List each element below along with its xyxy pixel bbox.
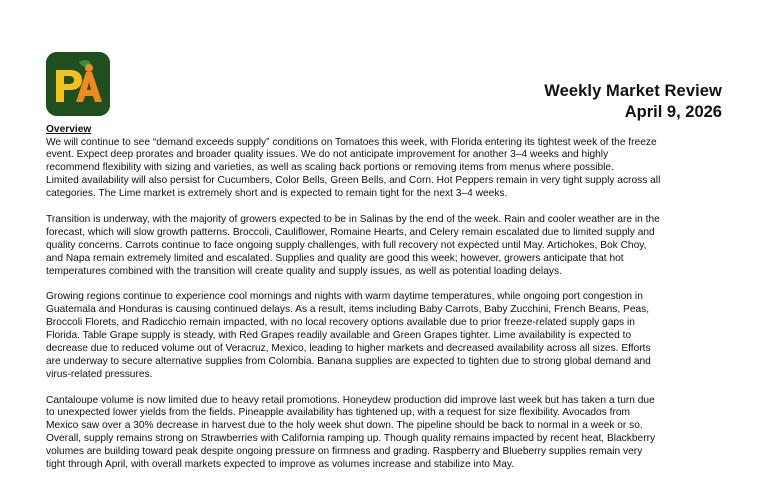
report-header: [544, 81, 722, 123]
report-body: [46, 124, 736, 472]
fruit-paragraph: [46, 395, 736, 472]
paragraph-line: are underway to secure alternative supplies from Colombia. Banana supplies are expected to tighten due to strong global demand and: [46, 355, 651, 367]
paragraph-line: Mexico saw over a 30% decrease in harvest due to the holy week shut down. The pipeline should be back to normal in a week or so.: [46, 420, 643, 432]
paragraph-line: to unexpected lower yields from the fields. Pineapple availability has tightened up, with a request for size flexibility. Avocados from: [46, 407, 631, 419]
paragraph-line: tight through April, with overall markets expected to improve as volumes increase and stabilize into May.: [46, 459, 515, 471]
paragraph-line: Growing regions continue to experience cool mornings and nights with warm daytime temperatures, while ongoing port congestion in: [46, 291, 643, 303]
paragraph-line: quality concerns. Carrots continue to face ongoing supply challenges, with full recovery not expected until May. Artichokes, Bok Choy,: [46, 239, 647, 251]
paragraph-line: Cantaloupe volume is now limited due to heavy retail promotions. Honeydew production did improve last week but has taken a turn due: [46, 394, 655, 406]
paragraph-line: temperatures combined with the transition will create quality and supply issues, as well as potential loading delays.: [46, 265, 562, 277]
paragraph-line: Florida. Table Grape supply is steady, with Red Grapes readily available and Green Grapes tighter. Lime availability is expected to: [46, 330, 632, 342]
paragraph-line: Transition is underway, with the majority of growers expected to be in Salinas by the end of the week. Rain and cooler weather are in the: [46, 213, 660, 225]
paragraph-line: volumes are building toward peak despite ongoing pressure on firmness and grading. Raspberry and Blueberry supplies remain very: [46, 446, 643, 458]
overview-line: We will continue to see “demand exceeds supply” conditions on Tomatoes this week, with Florida entering its tightest week of the freeze: [46, 136, 657, 148]
overview-line: event. Expect deep prorates and broader quality issues. We do not anticipate improvement for another 3–4 weeks and highly: [46, 149, 609, 161]
paragraph-line: forecast, which will slow growth patterns. Broccoli, Cauliflower, Romaine Hearts, and Celery remain escalated due to limited supply and: [46, 226, 655, 238]
overview-heading: Overview: [46, 124, 92, 135]
pa-produce-logo-icon: [46, 52, 110, 116]
report-title: Weekly Market Review: [544, 82, 722, 100]
imports-paragraph: [46, 291, 736, 381]
paragraph-line: Overall, supply remains strong on Strawberries with California ramping up. Though quality remains impacted by recent heat, Blackberry: [46, 433, 656, 445]
vegetables-paragraph: [46, 214, 736, 279]
paragraph-line: and Napa remain extremely limited and escalated. Supplies and quality are good this week; however, growers anticipate that hot: [46, 252, 624, 264]
overview-line: recommend flexibility with sizing and varieties, as well as scaling back portions or removing items from menus where possible.: [46, 162, 614, 174]
paragraph-line: decrease due to reduced volume out of Veracruz, Mexico, leading to higher markets and decreased availability across all sizes. Efforts: [46, 342, 651, 354]
paragraph-line: Broccoli Florets, and Radicchio remain impacted, with no local recovery options available due to prior freeze-related supply gaps in: [46, 317, 635, 329]
overview-line: Limited availability will also persist for Cucumbers, Color Bells, Green Bells, and Corn. Hot Peppers remain in very tight supply across all: [46, 175, 661, 187]
paragraph-line: Guatemala and Honduras is causing continued delays. As a result, items including Baby Carrots, Baby Zucchini, French Beans, Peas,: [46, 304, 650, 316]
paragraph-line: virus-related pressures.: [46, 368, 153, 380]
overview-line: categories. The Lime market is extremely short and is expected to remain tight for the next 3–4 weeks.: [46, 188, 508, 200]
report-date: April 9, 2026: [624, 103, 722, 121]
overview-paragraph: [46, 137, 736, 202]
